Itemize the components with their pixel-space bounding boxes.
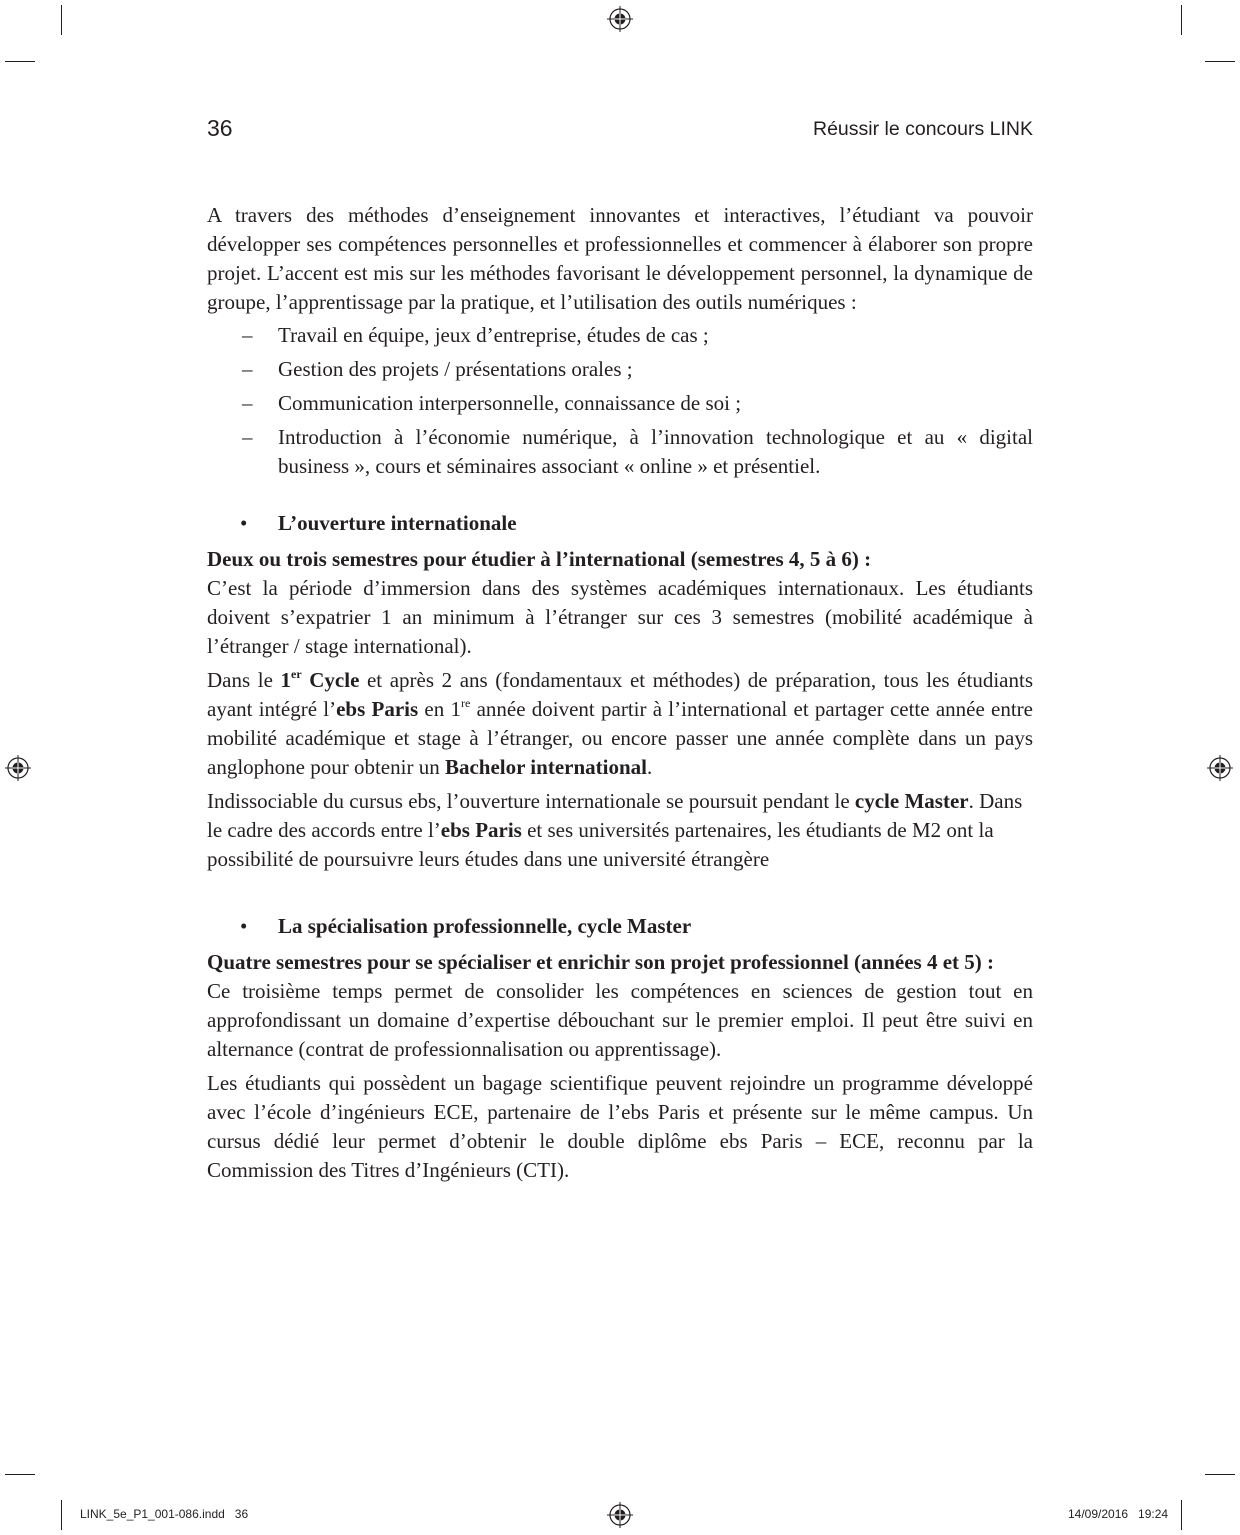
crop-mark (1181, 1500, 1182, 1530)
crop-mark (1205, 1474, 1235, 1475)
footer-file-info: LINK_5e_P1_001-086.indd 36 (80, 1507, 249, 1521)
running-title: Réussir le concours LINK (812, 118, 1033, 140)
crop-mark (61, 5, 62, 35)
dash-marker: – (242, 357, 253, 381)
crop-mark (5, 61, 35, 62)
bullet-icon: • (240, 914, 248, 938)
section-heading-specialisation: • La spécialisation professionnelle, cycle Master (207, 912, 1033, 941)
list-item: – Introduction à l’économie numérique, à l’innovation technologique et au « digital business », cours et séminaires associant « online » et présentiel. (242, 425, 1033, 478)
page-body (207, 201, 1033, 1190)
crop-mark (1205, 61, 1235, 62)
paragraph: Indissociable du cursus ebs, l’ouverture internationale se poursuit pendant le cycle Master. Dans le cadre des accords entre l’ebs Paris et ses universités partenaires, les étudiants de M2 ont la possibilité de poursuivre leurs études dans une université étrangère (207, 789, 1023, 871)
section-heading-international: • L’ouverture internationale (207, 509, 1033, 538)
section-subheading: Quatre semestres pour se spécialiser et enrichir son projet professionnel (années 4 et 5) : (207, 950, 995, 974)
bullet-icon: • (240, 511, 248, 535)
registration-mark-icon (607, 6, 633, 32)
crop-mark (61, 1500, 62, 1530)
list-item: – Gestion des projets / présentations orales ; (207, 355, 1033, 384)
registration-mark-icon (1207, 755, 1233, 781)
section-subheading: Deux ou trois semestres pour étudier à l’international (semestres 4, 5 à 6) : (207, 547, 872, 571)
dash-marker: – (242, 391, 253, 415)
page-number: 36 (207, 115, 233, 141)
crop-mark (1181, 5, 1182, 35)
registration-mark-icon (607, 1502, 633, 1528)
dash-marker: – (242, 425, 253, 449)
list-item: – Travail en équipe, jeux d’entreprise, études de cas ; (207, 321, 1033, 350)
footer-date-time: 14/09/2016 19:24 (1068, 1507, 1169, 1521)
crop-mark (5, 1474, 35, 1475)
paragraph: Ce troisième temps permet de consolider les compétences en sciences de gestion tout en approfondissant un domaine d’expertise débouchant sur le premier emploi. Il peut être suivi en alternance (contrat de professionnalisation ou apprentissage). (207, 979, 1033, 1061)
paragraph: C’est la période d’immersion dans des systèmes académiques internationaux. Les étudiants doivent s’expatrier 1 an minimum à l’étranger sur ces 3 semestres (mobilité académique à l’étranger / stage international). (207, 576, 1033, 658)
registration-mark-icon (5, 755, 31, 781)
list-item: – Communication interpersonnelle, connaissance de soi ; (207, 389, 1033, 418)
paragraph: Dans le 1er Cycle et après 2 ans (fondamentaux et méthodes) de préparation, tous les étudiants ayant intégré l’ebs Paris en 1re année doivent partir à l’international et partager cette année entre mobilité académique et stage à l’étranger, ou encore passer une année complète dans un pays anglophone pour obtenir un Bachelor international. (207, 667, 1033, 779)
intro-paragraph: A travers des méthodes d’enseignement innovantes et interactives, l’étudiant va pouvoir développer ses compétences personnelles et professionnelles et commencer à élaborer son propre projet. L’accent est mis sur les méthodes favorisant le développement personnel, la dynamique de groupe, l’apprentissage par la pratique, et l’utilisation des outils numériques : (207, 203, 1033, 314)
paragraph: Les étudiants qui possèdent un bagage scientifique peuvent rejoindre un programme développé avec l’école d’ingénieurs ECE, partenaire de l’ebs Paris et présente sur le même campus. Un cursus dédié leur permet d’obtenir le double diplôme ebs Paris – ECE, reconnu par la Commission des Titres d’Ingénieurs (CTI). (207, 1071, 1033, 1182)
dash-list (207, 321, 1033, 481)
dash-marker: – (242, 323, 253, 347)
